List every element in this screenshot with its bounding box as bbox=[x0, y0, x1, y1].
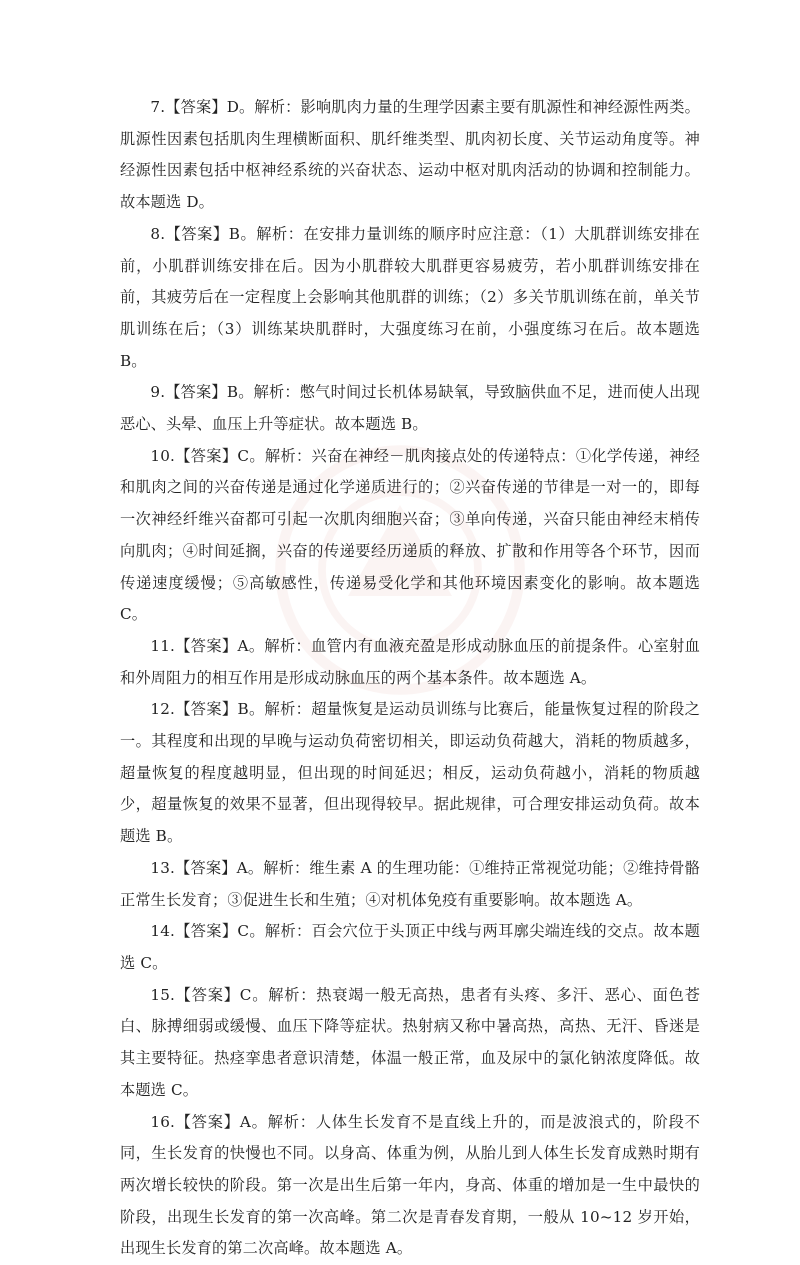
answer-letter: D bbox=[227, 98, 239, 116]
answer-letter: A bbox=[237, 859, 248, 877]
answer-item-11 bbox=[120, 631, 700, 694]
answer-item-16 bbox=[120, 1107, 700, 1265]
question-number: 8. bbox=[150, 225, 165, 243]
question-number: 16. bbox=[150, 1113, 175, 1131]
answer-tag: 【答案】 bbox=[165, 383, 227, 401]
question-number: 10. bbox=[150, 447, 175, 465]
answer-item-7 bbox=[120, 92, 700, 219]
answer-tag: 【答案】 bbox=[175, 1113, 240, 1131]
answer-letter: C bbox=[237, 447, 249, 465]
answer-item-12 bbox=[120, 694, 700, 853]
answer-item-10 bbox=[120, 441, 700, 631]
answer-letter: C bbox=[240, 986, 252, 1004]
answer-list bbox=[120, 92, 700, 1265]
answer-letter: A bbox=[238, 637, 249, 655]
answer-tag: 【答案】 bbox=[175, 700, 237, 718]
explanation-text: 。解析：血管内有血液充盈是形成动脉血压的前提条件。心室射血和外周阻力的相互作用是形成动脉血压的两个基本条件。故本题选 A。 bbox=[120, 637, 700, 687]
answer-tag: 【答案】 bbox=[175, 986, 240, 1004]
explanation-text: 。解析：维生素 A 的生理功能：①维持正常视觉功能；②维持骨骼正常生长发育；③促进生长和生殖；④对机体免疫有重要影响。故本题选 A。 bbox=[120, 859, 700, 909]
explanation-text: 。解析：憋气时间过长机体易缺氧，导致脑供血不足，进而使人出现恶心、头晕、血压上升等症状。故本题选 B。 bbox=[120, 383, 700, 433]
question-number: 13. bbox=[150, 859, 175, 877]
answer-tag: 【答案】 bbox=[165, 225, 229, 243]
answer-tag: 【答案】 bbox=[175, 637, 238, 655]
explanation-text: 。解析：影响肌肉力量的生理学因素主要有肌源性和神经源性两类。肌源性因素包括肌肉生理横断面积、肌纤维类型、肌肉初长度、关节运动角度等。神经源性因素包括中枢神经系统的兴奋状态、运动中枢对肌肉活动的协调和控制能力。故本题选 D。 bbox=[120, 98, 700, 211]
question-number: 14. bbox=[150, 922, 175, 940]
answer-letter: B bbox=[237, 700, 248, 718]
question-number: 15. bbox=[150, 986, 175, 1004]
question-number: 11. bbox=[150, 637, 175, 655]
explanation-text: 。解析：兴奋在神经－肌肉接点处的传递特点：①化学传递，神经和肌肉之间的兴奋传递是通过化学递质进行的；②兴奋传递的节律是一对一的，即每一次神经纤维兴奋都可引起一次肌肉细胞兴奋；③单向传递，兴奋只能由神经末梢传向肌肉；④时间延搁，兴奋的传递要经历递质的释放、扩散和作用等各个环节，因而传递速度缓慢；⑤高敏感性，传递易受化学和其他环境因素变化的影响。故本题选 C。 bbox=[120, 447, 700, 624]
answer-tag: 【答案】 bbox=[175, 859, 237, 877]
answer-tag: 【答案】 bbox=[165, 98, 227, 116]
explanation-text: 。解析：超量恢复是运动员训练与比赛后，能量恢复过程的阶段之一。其程度和出现的早晚与运动负荷密切相关，即运动负荷越大，消耗的物质越多，超量恢复的程度越明显，但出现的时间延迟；相反，运动负荷越小，消耗的物质越少，超量恢复的效果不显著，但出现得较早。据此规律，可合理安排运动负荷。故本题选 B。 bbox=[120, 700, 700, 845]
answer-item-14 bbox=[120, 916, 700, 979]
question-number: 9. bbox=[150, 383, 165, 401]
answer-tag: 【答案】 bbox=[175, 447, 237, 465]
answer-letter: B bbox=[229, 225, 240, 243]
answer-tag: 【答案】 bbox=[175, 922, 237, 940]
question-number: 7. bbox=[150, 98, 165, 116]
answer-item-15 bbox=[120, 980, 700, 1107]
explanation-text: 。解析：在安排力量训练的顺序时应注意：（1）大肌群训练安排在前，小肌群训练安排在后。因为小肌群较大肌群更容易疲劳，若小肌群训练安排在前，其疲劳后在一定程度上会影响其他肌群的训练；（2）多关节肌训练在前，单关节肌训练在后；（3）训练某块肌群时，大强度练习在前，小强度练习在后。故本题选 B。 bbox=[120, 225, 700, 370]
answer-letter: A bbox=[240, 1113, 251, 1131]
answer-item-9 bbox=[120, 377, 700, 440]
answer-letter: C bbox=[237, 922, 249, 940]
explanation-text: 。解析：热衰竭一般无高热，患者有头疼、多汗、恶心、面色苍白、脉搏细弱或缓慢、血压下降等症状。热射病又称中暑高热，高热、无汗、昏迷是其主要特征。热痉挛患者意识清楚，体温一般正常，血及尿中的氯化钠浓度降低。故本题选 C。 bbox=[120, 986, 700, 1099]
question-number: 12. bbox=[150, 700, 175, 718]
answer-item-13 bbox=[120, 853, 700, 916]
explanation-text: 。解析：百会穴位于头顶正中线与两耳廓尖端连线的交点。故本题选 C。 bbox=[120, 922, 700, 972]
answer-item-8 bbox=[120, 219, 700, 378]
explanation-text: 。解析：人体生长发育不是直线上升的，而是波浪式的，阶段不同，生长发育的快慢也不同。以身高、体重为例，从胎儿到人体生长发育成熟时期有两次增长较快的阶段。第一次是出生后第一年内，身高、体重的增加是一生中最快的阶段，出现生长发育的第一次高峰。第二次是青春发育期，一般从 10~12 岁开始，出现生长发育的第二次高峰。故本题选 A。 bbox=[120, 1113, 700, 1258]
answer-letter: B bbox=[227, 383, 238, 401]
